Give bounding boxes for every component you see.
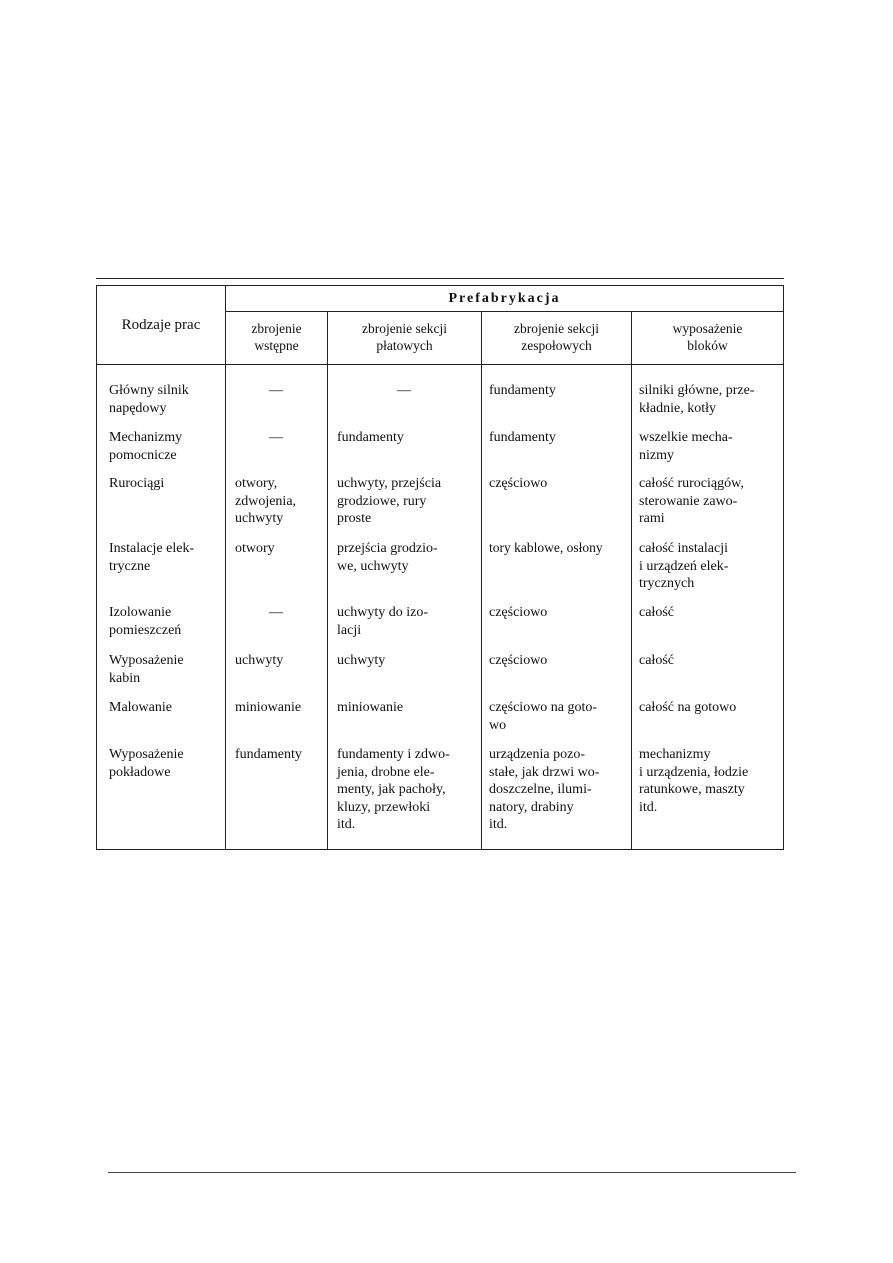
- table-cell: otwory: [235, 541, 275, 556]
- row-name: Instalacje elek- tryczne: [109, 541, 195, 574]
- column-divider-4: [631, 364, 632, 849]
- header-col-wyposazenie-blokow: wyposażenie bloków: [631, 312, 783, 364]
- header-col-zbrojenie-sekcji-platowych: zbrojenie sekcji płatowych: [327, 312, 481, 364]
- table-cell: fundamenty i zdwo- jenia, drobne ele- menty, jak pachoły, kluzy, przewłoki itd.: [337, 747, 450, 832]
- table-cell: całość rurociągów, sterowanie zawo- rami: [639, 476, 744, 526]
- table-cell: mechanizmy i urządzenia, łodzie ratunkowe, maszty itd.: [639, 747, 749, 815]
- row-name: Wyposażenie pokładowe: [109, 747, 184, 780]
- table-cell: częściowo: [489, 605, 548, 620]
- table-cell: miniowanie: [337, 700, 404, 715]
- table-top-rule: [96, 278, 784, 279]
- table-cell: —: [269, 605, 283, 620]
- row-name: Wyposażenie kabin: [109, 653, 184, 686]
- table-cell: częściowo: [489, 476, 548, 491]
- prefabrication-table: [96, 285, 784, 850]
- header-col-zbrojenie-sekcji-zespolowych: zbrojenie sekcji zespołowych: [481, 312, 631, 364]
- table-cell: uchwyty: [235, 653, 284, 668]
- table-cell: otwory, zdwojenia, uchwyty: [235, 476, 297, 526]
- table-cell: —: [269, 383, 283, 398]
- table-cell: fundamenty: [337, 430, 404, 445]
- table-cell: uchwyty, przejścia grodziowe, rury proste: [337, 476, 442, 526]
- row-name: Izolowanie pomieszczeń: [109, 605, 182, 638]
- table-cell: fundamenty: [489, 383, 556, 398]
- table-cell: całość: [639, 653, 674, 668]
- table-cell: częściowo na goto- wo: [489, 700, 598, 733]
- table-cell: przejścia grodzio- we, uchwyty: [337, 541, 438, 574]
- table-cell: miniowanie: [235, 700, 302, 715]
- page-footer-rule: [108, 1172, 796, 1173]
- row-name: Malowanie: [109, 700, 172, 715]
- table-cell: —: [269, 430, 283, 445]
- row-name: Rurociągi: [109, 476, 165, 491]
- table-cell: fundamenty: [489, 430, 556, 445]
- table-cell: uchwyty do izo- lacji: [337, 605, 428, 638]
- header-divider: [97, 364, 783, 365]
- column-divider-3: [481, 364, 482, 849]
- table-cell: —: [397, 383, 411, 398]
- row-name: Główny silnik napędowy: [109, 383, 189, 416]
- table-cell: fundamenty: [235, 747, 302, 762]
- table-cell: tory kablowe, osłony: [489, 540, 603, 555]
- header-rodzaje-prac: Rodzaje prac: [121, 316, 201, 333]
- table-cell: całość na gotowo: [639, 700, 737, 715]
- header-col-zbrojenie-wstepne: zbrojenie wstępne: [225, 312, 327, 364]
- table-cell: całość: [639, 605, 674, 620]
- table-cell: wszelkie mecha- nizmy: [639, 430, 733, 463]
- column-divider-2: [327, 364, 328, 849]
- row-name: Mechanizmy pomocnicze: [109, 430, 183, 463]
- table-cell: całość instalacji i urządzeń elek- trycznych: [639, 541, 729, 591]
- header-prefabrykacja: Prefabrykacja: [225, 286, 783, 312]
- table-cell: uchwyty: [337, 653, 386, 668]
- table-cell: urządzenia pozo- stałe, jak drzwi wo- doszczelne, ilumi- natory, drabiny itd.: [489, 747, 600, 832]
- table-cell: częściowo: [489, 653, 548, 668]
- table-cell: silniki główne, prze- kładnie, kotły: [639, 383, 755, 416]
